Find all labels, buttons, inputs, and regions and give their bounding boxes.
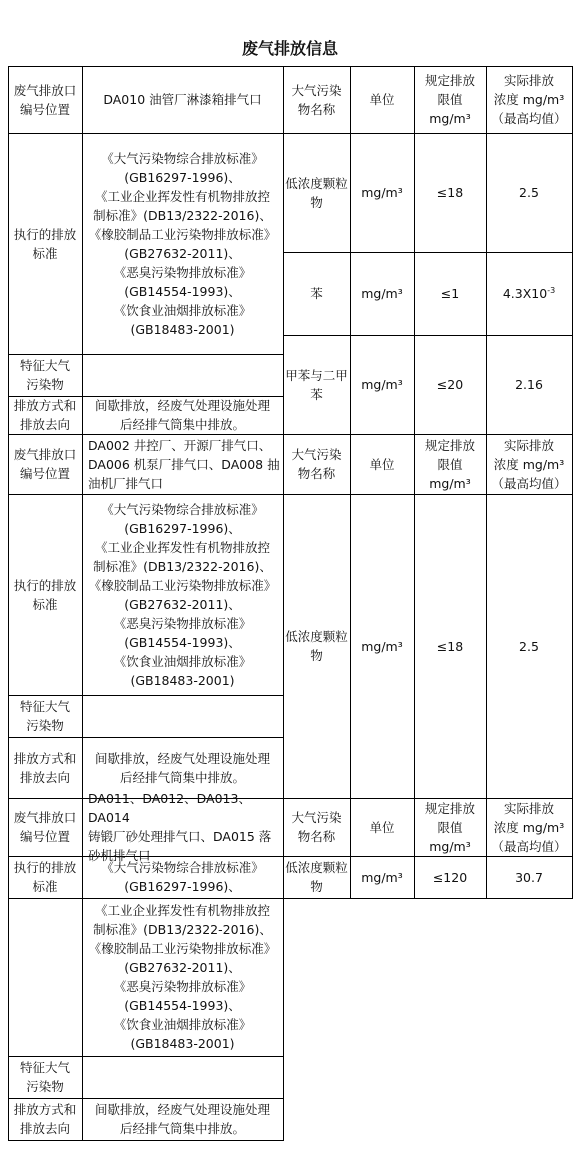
limit-value: ≤18 <box>436 638 464 654</box>
pollutant-name: 甲苯与二甲 苯 <box>285 367 348 402</box>
unit-value: mg/m³ <box>361 377 403 392</box>
actual-value: 2.5 <box>519 638 539 654</box>
outlet-name: DA002 井控厂、开源厂排气口、 DA006 机泵厂排气口、DA008 抽 油机厂排气口 <box>88 437 280 491</box>
actual-header: 实际排放 浓度 mg/m³ （最高均值） <box>491 800 567 854</box>
outlet-label: 废气排放口 编号位置 <box>13 447 77 481</box>
limit-value: ≤18 <box>436 185 464 200</box>
outlet-name: DA010 油管厂淋漆箱排气口 <box>103 92 262 107</box>
standards-text: 《大气污染物综合排放标准》 (GB16297-1996)、 <box>101 860 264 894</box>
outlet-name: DA011、DA012、DA013、DA014 铸锻厂砂处理排气口、DA015 落 砂机排气口 <box>88 791 272 863</box>
actual-header: 实际排放 浓度 mg/m³ （最高均值） <box>491 73 567 126</box>
characteristic-value <box>82 695 283 737</box>
grid-line <box>8 1140 284 1141</box>
limit-header: 规定排放 限值 mg/m³ <box>424 437 475 491</box>
discharge-label: 排放方式和 排放去向 <box>13 750 77 785</box>
actual-value: $4.3X10^{-3}$ <box>502 285 556 301</box>
unit-value: mg/m³ <box>361 638 403 654</box>
standards-label: 执行的排放 标准 <box>13 577 77 612</box>
actual-value: 30.7 <box>515 869 543 885</box>
pollutant-name: 低浓度颗粒 物 <box>285 175 348 210</box>
characteristic-value <box>82 354 283 396</box>
standards-label: 执行的排放 标准 <box>13 226 77 261</box>
characteristic-label: 特征大气 污染物 <box>19 699 70 733</box>
discharge-label: 排放方式和 排放去向 <box>13 398 77 432</box>
actual-value: 2.16 <box>515 377 543 392</box>
pollutant-name: 低浓度颗粒 物 <box>285 629 348 663</box>
outlet-label: 废气排放口 编号位置 <box>13 810 77 844</box>
discharge-text: 间歇排放，经废气处理设施处理 后经排气筒集中排放。 <box>94 1102 270 1136</box>
standards-text-continued: 《工业企业挥发性有机物排放控 制标准》(DB13/2322-2016)、 《橡胶制品工业污染物排放标准》 (GB27632-2011)、 《恶臭污染物排放标准》 (GB14554-1993)、 《饮食业油烟排放标准》 (GB18483-2001) <box>88 903 277 1051</box>
pollutant-name: 低浓度颗粒 物 <box>285 860 348 894</box>
discharge-label: 排放方式和 排放去向 <box>13 1102 77 1136</box>
actual-header: 实际排放 浓度 mg/m³ （最高均值） <box>491 437 567 491</box>
unit-header: 单位 <box>369 819 395 835</box>
unit-header: 单位 <box>369 92 395 107</box>
page-title: 废气排放信息 <box>241 39 338 58</box>
actual-value: 2.5 <box>519 185 539 200</box>
unit-header: 单位 <box>369 456 395 472</box>
standards-text: 《大气污染物综合排放标准》 (GB16297-1996)、 《工业企业挥发性有机物排放控 制标准》(DB13/2322-2016)、 《橡胶制品工业污染物排放标准》 (GB27632-2011)、 《恶臭污染物排放标准》 (GB14554-1993)、 《饮食业油烟排放标准》 (GB18483-2001) <box>88 501 277 688</box>
limit-value: ≤1 <box>440 286 460 301</box>
unit-value: mg/m³ <box>361 869 403 885</box>
standards-text: 《大气污染物综合排放标准》 (GB16297-1996)、 《工业企业挥发性有机物排放控 制标准》(DB13/2322-2016)、 《橡胶制品工业污染物排放标准》 (GB27632-2011)、 《恶臭污染物排放标准》 (GB14554-1993)、 《饮食业油烟排放标准》 (GB18483-2001) <box>88 150 277 337</box>
grid-line <box>572 66 573 435</box>
limit-header: 规定排放 限值 mg/m³ <box>424 73 475 126</box>
grid-line <box>572 434 573 799</box>
outlet-label: 废气排放口 编号位置 <box>13 82 77 117</box>
pollutant-name-header: 大气污染 物名称 <box>291 447 342 481</box>
characteristic-value <box>82 1056 283 1098</box>
discharge-text: 间歇排放，经废气处理设施处理 后经排气筒集中排放。 <box>94 750 270 785</box>
unit-value: mg/m³ <box>361 286 403 301</box>
exponent: -3 <box>547 285 556 295</box>
limit-value: ≤20 <box>436 377 464 392</box>
standards-label: 执行的排放 标准 <box>13 860 77 894</box>
limit-header: 规定排放 限值 mg/m³ <box>424 800 475 854</box>
grid-line <box>572 798 573 899</box>
pollutant-name-header: 大气污染 物名称 <box>291 82 342 117</box>
pollutant-name-header: 大气污染 物名称 <box>291 810 342 844</box>
pollutant-name: 苯 <box>310 286 323 301</box>
limit-value: ≤120 <box>432 869 468 885</box>
discharge-text: 间歇排放，经废气处理设施处理 后经排气筒集中排放。 <box>94 398 270 432</box>
characteristic-label: 特征大气 污染物 <box>19 358 70 392</box>
characteristic-label: 特征大气 污染物 <box>19 1060 70 1094</box>
unit-value: mg/m³ <box>361 185 403 200</box>
